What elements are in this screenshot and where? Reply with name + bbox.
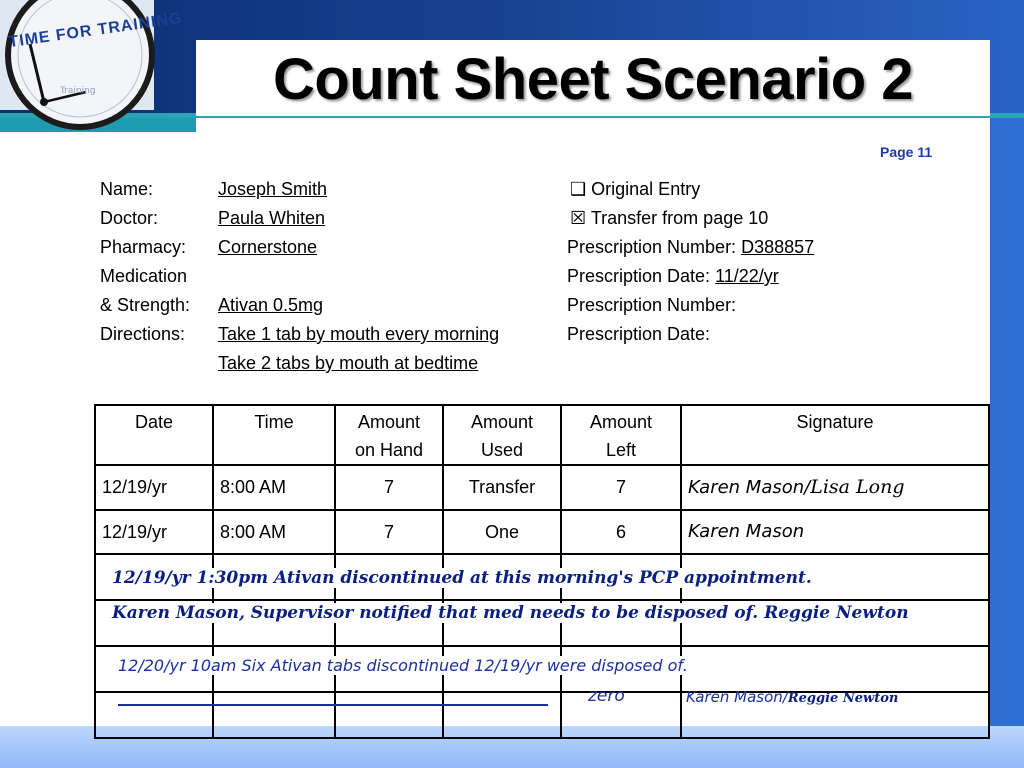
transfer-label: Transfer from page 10 (590, 208, 769, 228)
header-time: Time (213, 405, 335, 465)
signature-karen-mason: Karen Mason/ (686, 688, 788, 706)
doctor-label: Doctor: (100, 208, 159, 228)
page-number: Page 11 (880, 144, 933, 160)
signature-karen-mason: Karen Mason (688, 521, 805, 542)
rx-date-1-label: Prescription Date: (567, 266, 711, 286)
signature-reggie-newton: Reggie Newton (787, 691, 899, 706)
row-on-hand: 7 (335, 510, 443, 554)
header-amount-on-hand: Amount on Hand (335, 405, 443, 465)
header-signature: Signature (681, 405, 989, 465)
row-left: 7 (561, 465, 681, 510)
rx-number-1-value: D388857 (741, 237, 815, 257)
row-time: 8:00 AM (213, 465, 335, 510)
signature-lisa-long: Lisa Long (810, 476, 905, 498)
checkbox-empty-icon: ❑ (570, 179, 587, 199)
doctor-value: Paula Whiten (218, 208, 326, 228)
original-entry-label: Original Entry (591, 179, 701, 199)
table-row (95, 510, 989, 554)
row-on-hand: 7 (335, 465, 443, 510)
checkbox-checked-icon: ☒ (570, 208, 587, 228)
prescription-number-1 (567, 236, 814, 258)
page-title: Count Sheet Scenario 2 (272, 47, 914, 112)
note-zero: zero (588, 686, 625, 706)
row-used: One (443, 510, 561, 554)
note-disposed: 12/20/yr 10am Six Ativan tabs discontinued 12/19/yr were disposed of. (118, 656, 688, 675)
transfer-option (570, 207, 768, 229)
row-signature (681, 510, 989, 554)
note-supervisor-notified: Karen Mason, Supervisor notified that med needs to be disposed of. Reggie Newton (112, 603, 912, 623)
table-header-row (95, 405, 989, 465)
strike-line (118, 704, 548, 706)
row-left: 6 (561, 510, 681, 554)
pharmacy-label: Pharmacy: (100, 237, 187, 257)
note-discontinued: 12/19/yr 1:30pm Ativan discontinued at this morning's PCP appointment. (112, 568, 832, 588)
row-date: 12/19/yr (95, 510, 213, 554)
directions-line-1: Take 1 tab by mouth every morning (218, 324, 500, 344)
header-amount-left: Amount Left (561, 405, 681, 465)
strength-label: & Strength: (100, 295, 191, 315)
row-time: 8:00 AM (213, 510, 335, 554)
row-date: 12/19/yr (95, 465, 213, 510)
name-value: Joseph Smith (218, 179, 328, 199)
logo-text: TIME FOR TRAINING (7, 9, 184, 52)
directions-label: Directions: (100, 324, 186, 344)
prescription-number-2-label: Prescription Number: (567, 295, 737, 315)
name-label: Name: (100, 179, 154, 199)
row-signature (681, 465, 989, 510)
svg-text:Training: Training (60, 86, 96, 96)
strength-value: Ativan 0.5mg (218, 295, 324, 315)
pharmacy-value: Cornerstone (218, 237, 318, 257)
table-row (95, 465, 989, 510)
prescription-date-2-label: Prescription Date: (567, 324, 711, 344)
time-for-training-logo (0, 0, 184, 110)
row-used: Transfer (443, 465, 561, 510)
directions-line-2: Take 2 tabs by mouth at bedtime (218, 353, 479, 373)
header-amount-used: Amount Used (443, 405, 561, 465)
final-signature (686, 688, 898, 706)
right-side-bar (990, 118, 1024, 750)
rx-number-1-label: Prescription Number: (567, 237, 737, 257)
rx-date-1-value: 11/22/yr (715, 266, 779, 286)
signature-karen-mason: Karen Mason/ (688, 477, 811, 498)
prescription-date-1 (567, 265, 779, 287)
original-entry-option (570, 178, 700, 200)
header-date: Date (95, 405, 213, 465)
medication-label: Medication (100, 266, 188, 286)
